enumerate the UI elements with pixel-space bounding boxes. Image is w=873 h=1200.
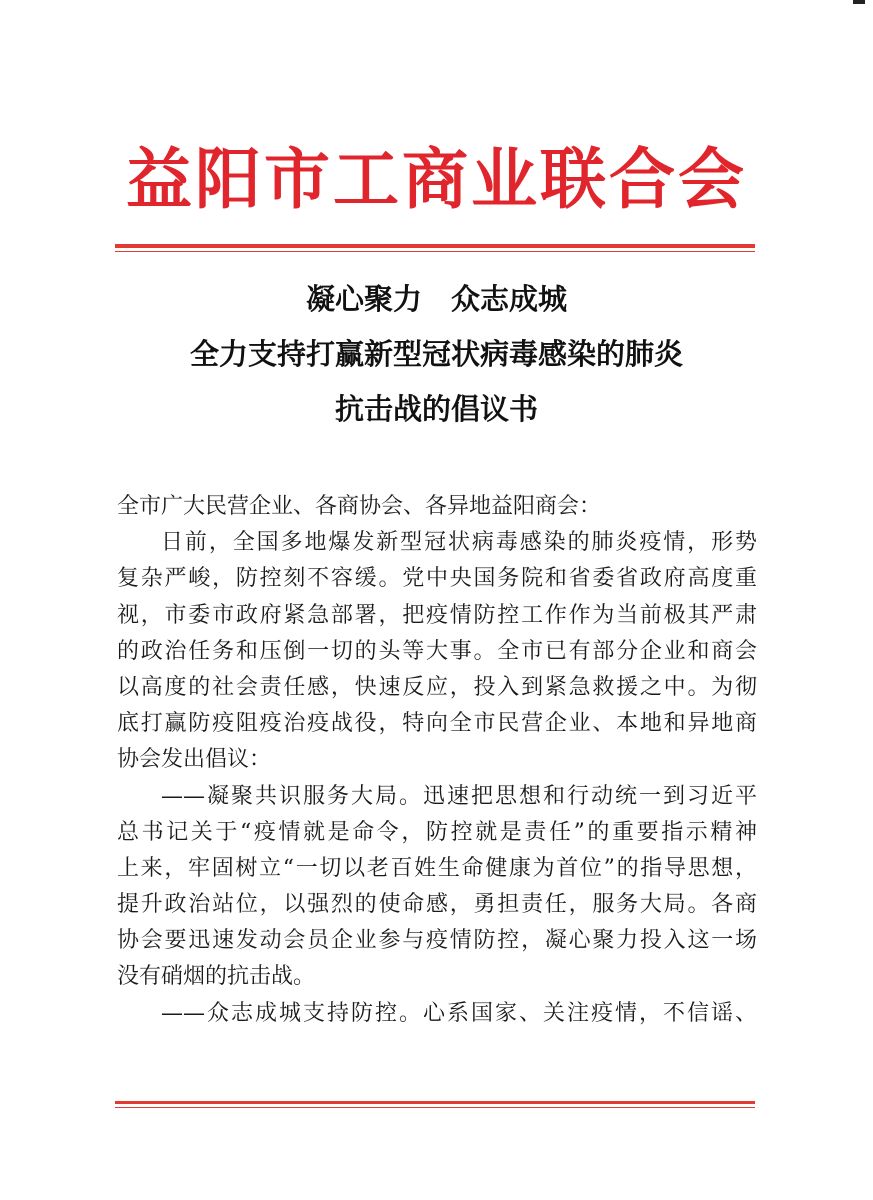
- body-line-salutation: 全市广大民营企业、各商协会、各异地益阳商会：: [117, 494, 602, 519]
- body-line: 没有硝烟的抗击战。: [117, 964, 316, 990]
- body-line: 的政治任务和压倒一切的头等大事。全市已有部分企业和商会: [117, 638, 757, 664]
- body-line: 底打赢防疫阻疫治疫战役，特向全市民营企业、本地和异地商: [117, 711, 757, 737]
- document-body: [117, 489, 757, 1032]
- letterhead-red-rule-thin: [115, 251, 755, 252]
- body-line: 日前，全国多地爆发新型冠状病毒感染的肺炎疫情，形势: [161, 530, 757, 556]
- footer-red-rule-thin: [115, 1107, 755, 1108]
- document-title-line-1: 凝心聚力 众志成城: [305, 282, 567, 316]
- letterhead-org-name: 益阳市工商业联合会: [126, 141, 747, 218]
- body-line: 协会要迅速发动会员企业参与疫情防控，凝心聚力投入这一场: [117, 928, 757, 954]
- body-line: 总书记关于“疫情就是命令，防控就是责任”的重要指示精神: [117, 819, 757, 845]
- body-line: 提升政治站位，以强烈的使命感，勇担责任，服务大局。各商: [117, 892, 757, 918]
- document-title-line-2: 全力支持打赢新型冠状病毒感染的肺炎: [189, 337, 683, 371]
- body-line: 协会发出倡议：: [117, 747, 272, 773]
- document-title-line-3: 抗击战的倡议书: [334, 392, 538, 426]
- body-line: ——凝聚共识服务大局。迅速把思想和行动统一到习近平: [161, 783, 757, 809]
- body-line: 以高度的社会责任感，快速反应，投入到紧急救援之中。为彻: [117, 674, 757, 700]
- body-line: 上来，牢固树立“一切以老百姓生命健康为首位”的指导思想，: [117, 855, 757, 881]
- body-line: ——众志成城支持防控。心系国家、关注疫情，不信谣、: [161, 1000, 757, 1026]
- letterhead-red-rule-thick: [115, 244, 755, 248]
- body-line: 复杂严峻，防控刻不容缓。党中央国务院和省委省政府高度重: [117, 566, 757, 592]
- scan-corner-mark: [853, 0, 865, 4]
- body-line: 视，市委市政府紧急部署，把疫情防控工作作为当前极其严肃: [117, 602, 757, 628]
- footer-red-rule-thick: [115, 1101, 755, 1104]
